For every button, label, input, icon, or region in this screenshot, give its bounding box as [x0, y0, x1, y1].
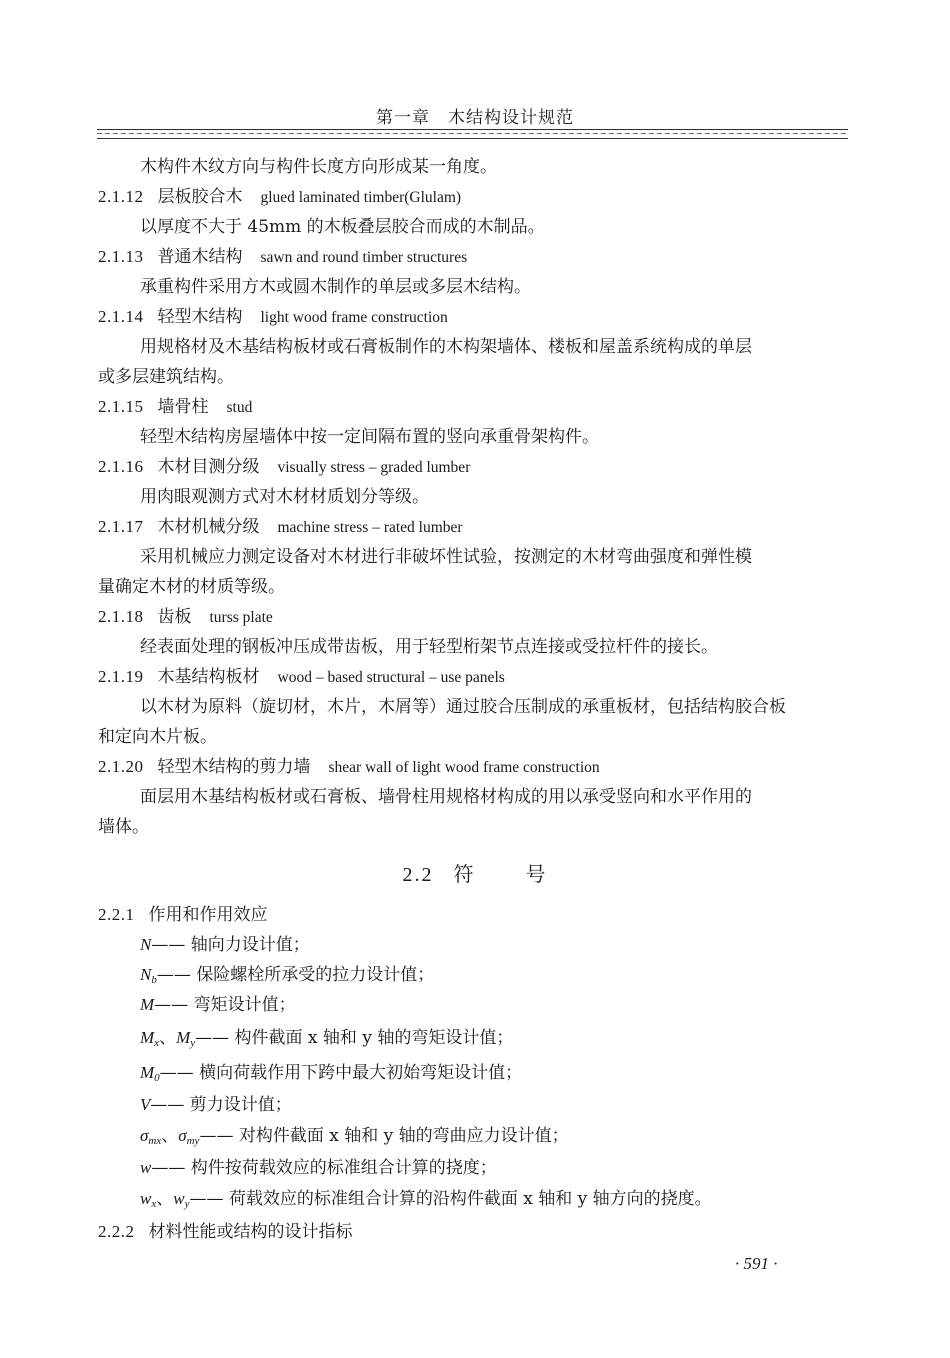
symbol-subscript: b [151, 974, 157, 986]
clause-definition: 量确定木材的材质等级。 [98, 577, 285, 597]
running-header: 第一章 木结构设计规范 [376, 108, 574, 128]
symbol-subscript: 0 [154, 1072, 160, 1084]
clause-definition: 以厚度不大于 45mm 的木板叠层胶合而成的木制品。 [140, 217, 545, 237]
subsection-2-2-1 [98, 904, 268, 926]
clause-term-english: machine stress – rated lumber [277, 519, 463, 536]
symbol-entry [140, 1027, 513, 1049]
section-number: 2.2 [402, 864, 434, 886]
symbol-subscript: y [190, 1037, 196, 1049]
subsection-number: 2.2.1 [98, 905, 135, 924]
symbol-entry [140, 1125, 569, 1147]
symbol-entry [140, 1062, 522, 1084]
symbol-description: —— 弯矩设计值； [154, 995, 296, 1015]
clause-definition: 采用机械应力测定设备对木材进行非破坏性试验，按测定的木材弯曲强度和弹性模 [140, 547, 752, 567]
clause-term-english: sawn and round timber structures [260, 249, 468, 266]
symbol-entry [140, 1094, 292, 1116]
symbol-description: —— 横向荷载作用下跨中最大初始弯矩设计值； [159, 1063, 523, 1083]
subsection-title: 作用和作用效应 [148, 905, 268, 925]
symbol-separator: 、 [156, 1189, 174, 1209]
clause-term-english: stud [226, 399, 253, 416]
clause-definition: 用肉眼观测方式对木材材质划分等级。 [140, 487, 429, 507]
header-double-rule [97, 129, 848, 139]
clause-definition: 用规格材及木基结构板材或石膏板制作的木构架墙体、楼板和屋盖系统构成的单层 [140, 337, 752, 357]
symbol-description: —— 荷载效应的标准组合计算的沿构件截面 x 轴和 y 轴方向的挠度。 [189, 1189, 712, 1209]
clause-heading [98, 306, 448, 328]
symbol-entry [140, 994, 296, 1016]
clause-term: 普通木结构 [157, 247, 243, 267]
subsection-2-2-2 [98, 1221, 353, 1243]
symbol: σ [140, 1126, 149, 1145]
symbol: w [173, 1189, 185, 1208]
clause-definition: 墙体。 [98, 817, 149, 837]
clause-term: 木基结构板材 [157, 667, 260, 687]
clause-term-english: turss plate [209, 609, 273, 626]
clause-term: 木材机械分级 [157, 517, 260, 537]
clause-term-english: light wood frame construction [260, 309, 448, 326]
clause-definition: 承重构件采用方木或圆木制作的单层或多层木结构。 [140, 277, 531, 297]
clause-number: 2.1.20 [98, 757, 144, 776]
clause-number: 2.1.14 [98, 307, 144, 326]
clause-number: 2.1.18 [98, 607, 144, 626]
page-number: · 591 · [735, 1254, 778, 1273]
clause-heading [98, 606, 273, 628]
symbol: N [140, 935, 152, 954]
clause-definition: 面层用木基结构板材或石膏板、墙骨柱用规格材构成的用以承受竖向和水平作用的 [140, 787, 752, 807]
clause-heading [98, 396, 252, 418]
symbol: w [140, 1158, 152, 1177]
clause-number: 2.1.17 [98, 517, 144, 536]
clause-heading [98, 186, 461, 208]
symbol: σ [178, 1126, 187, 1145]
clause-definition: 以木材为原料（旋切材，木片，木屑等）通过胶合压制成的承重板材，包括结构胶合板 [140, 697, 786, 717]
symbol-subscript: mx [148, 1135, 162, 1147]
clause-term: 轻型木结构的剪力墙 [157, 757, 311, 777]
symbol-entry [140, 1188, 712, 1210]
symbol-subscript: y [184, 1198, 190, 1210]
symbol: M [140, 1028, 155, 1047]
symbol-entry [140, 1157, 497, 1179]
clause-term: 木材目测分级 [157, 457, 260, 477]
symbol: w [140, 1189, 152, 1208]
clause-term-english: glued laminated timber(Glulam) [260, 189, 462, 206]
symbol-subscript: my [186, 1135, 200, 1147]
clause-term-english: wood – based structural – use panels [277, 669, 505, 686]
clause-term-english: shear wall of light wood frame construction [328, 759, 600, 776]
clause-number: 2.1.13 [98, 247, 144, 266]
symbol-entry [140, 964, 434, 986]
clause-heading [98, 756, 600, 778]
clause-heading [98, 516, 463, 538]
clause-term-english: visually stress – graded lumber [277, 459, 471, 476]
symbol-subscript: x [154, 1037, 160, 1049]
clause-term: 墙骨柱 [157, 397, 209, 417]
clause-number: 2.1.15 [98, 397, 144, 416]
symbol: V [140, 1095, 151, 1114]
clause-heading [98, 666, 505, 688]
symbol-description: —— 对构件截面 x 轴和 y 轴的弯曲应力设计值； [199, 1126, 569, 1146]
symbol-description: —— 轴向力设计值； [151, 935, 310, 955]
clause-term: 轻型木结构 [157, 307, 243, 327]
clause-number: 2.1.19 [98, 667, 144, 686]
section-title-a: 符 [453, 862, 476, 886]
section-title-b: 号 [525, 862, 548, 886]
clause-heading [98, 456, 470, 478]
clause-definition: 或多层建筑结构。 [98, 367, 234, 387]
symbol-separator: 、 [161, 1126, 179, 1146]
symbol-description: —— 构件按荷载效应的标准组合计算的挠度； [151, 1158, 497, 1178]
symbol-separator: 、 [159, 1028, 177, 1048]
clause-definition: 木构件木纹方向与构件长度方向形成某一角度。 [140, 157, 497, 177]
symbol-description: —— 剪力设计值； [150, 1095, 292, 1115]
symbol-subscript: x [151, 1198, 157, 1210]
symbol-description: —— 保险螺栓所承受的拉力设计值； [156, 965, 435, 985]
symbol-description: —— 构件截面 x 轴和 y 轴的弯矩设计值； [195, 1028, 514, 1048]
symbol: M [140, 995, 155, 1014]
clause-definition: 经表面处理的钢板冲压成带齿板，用于轻型桁架节点连接或受拉杆件的接长。 [140, 637, 718, 657]
clause-number: 2.1.12 [98, 187, 144, 206]
symbol: M [176, 1028, 191, 1047]
symbol: M [140, 1063, 155, 1082]
clause-term: 层板胶合木 [157, 187, 243, 207]
clause-heading [98, 246, 467, 268]
subsection-number: 2.2.2 [98, 1222, 135, 1241]
symbol-entry [140, 934, 310, 956]
symbol: N [140, 965, 152, 984]
clause-number: 2.1.16 [98, 457, 144, 476]
clause-definition: 轻型木结构房屋墙体中按一定间隔布置的竖向承重骨架构件。 [140, 427, 599, 447]
clause-term: 齿板 [157, 607, 192, 627]
section-heading [0, 858, 950, 887]
subsection-title: 材料性能或结构的设计指标 [148, 1222, 353, 1242]
clause-definition: 和定向木片板。 [98, 727, 217, 747]
